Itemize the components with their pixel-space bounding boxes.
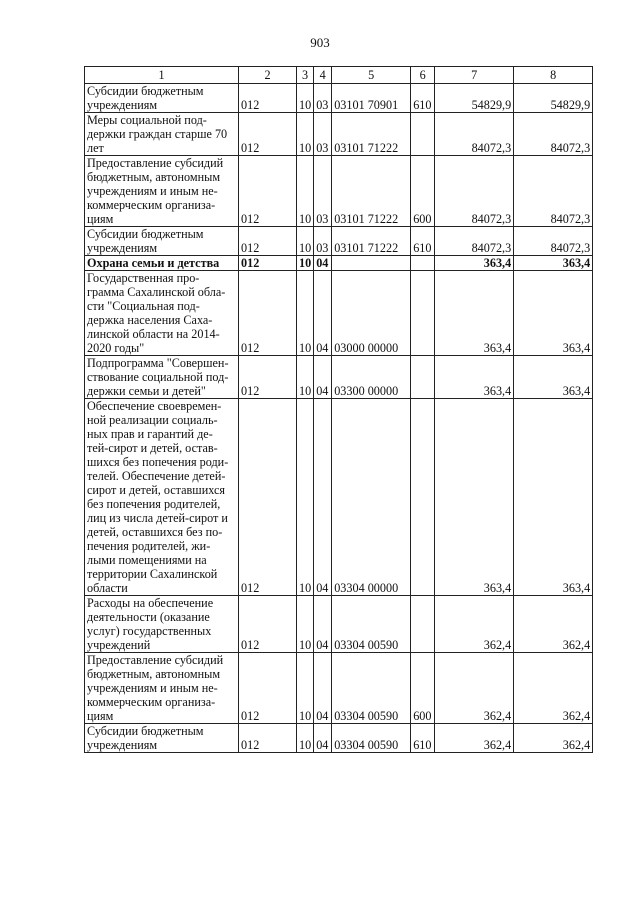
subsection-cell: 04 <box>314 596 332 653</box>
target-article-cell: 03101 70901 <box>332 84 411 113</box>
amount-cell: 84072,3 <box>435 113 514 156</box>
section-cell: 10 <box>297 113 314 156</box>
amount-cell: 54829,9 <box>435 84 514 113</box>
section-cell: 10 <box>297 227 314 256</box>
section-cell: 10 <box>297 84 314 113</box>
amount-cell: 84072,3 <box>514 113 593 156</box>
target-article-cell: 03304 00590 <box>332 653 411 724</box>
row-name-cell: Обеспечение своевремен- ной реализации социаль- ных прав и гарантий де- тей-сирот и детей, остав- шихся без попечения роди- телей. Обеспечение детей- сирот и детей, оставшихся без попечения родителей, лиц из числа детей-сирот и детей, оставшихся без по- печения родителей, жи- лыми помещениями на территории Сахалинской области <box>85 399 239 596</box>
target-article-cell: 03101 71222 <box>332 156 411 227</box>
ministry-code-cell: 012 <box>239 156 297 227</box>
target-article-cell: 03304 00590 <box>332 596 411 653</box>
subsection-cell: 04 <box>314 399 332 596</box>
ministry-code-cell: 012 <box>239 596 297 653</box>
row-name-cell: Предоставление субсидий бюджетным, автономным учреждениям и иным не- коммерческим организа- циям <box>85 156 239 227</box>
table-row <box>85 84 593 113</box>
table-row <box>85 399 593 596</box>
row-name-cell: Расходы на обеспечение деятельности (оказание услуг) государственных учреждений <box>85 596 239 653</box>
row-name-cell: Субсидии бюджетным учреждениям <box>85 724 239 753</box>
amount-cell: 362,4 <box>514 653 593 724</box>
ministry-code-cell: 012 <box>239 113 297 156</box>
row-name-cell: Предоставление субсидий бюджетным, автономным учреждениям и иным не- коммерческим организа- циям <box>85 653 239 724</box>
amount-cell: 84072,3 <box>514 227 593 256</box>
subsection-cell: 04 <box>314 256 332 271</box>
table-row <box>85 271 593 356</box>
table-row <box>85 356 593 399</box>
target-article-cell: 03304 00000 <box>332 399 411 596</box>
amount-cell: 363,4 <box>514 256 593 271</box>
column-header: 8 <box>514 67 593 84</box>
section-cell: 10 <box>297 596 314 653</box>
row-name-cell: Субсидии бюджетным учреждениям <box>85 227 239 256</box>
subsection-cell: 03 <box>314 156 332 227</box>
target-article-cell: 03304 00590 <box>332 724 411 753</box>
table-row <box>85 596 593 653</box>
column-header: 5 <box>332 67 411 84</box>
expense-type-cell <box>411 271 435 356</box>
subsection-cell: 03 <box>314 227 332 256</box>
ministry-code-cell: 012 <box>239 84 297 113</box>
table-row <box>85 227 593 256</box>
expense-type-cell: 610 <box>411 84 435 113</box>
amount-cell: 84072,3 <box>514 156 593 227</box>
section-cell: 10 <box>297 256 314 271</box>
row-name-cell: Охрана семьи и детства <box>85 256 239 271</box>
subsection-cell: 04 <box>314 653 332 724</box>
expense-type-cell <box>411 596 435 653</box>
expense-type-cell <box>411 113 435 156</box>
column-header: 4 <box>314 67 332 84</box>
row-name-cell: Субсидии бюджетным учреждениям <box>85 84 239 113</box>
expense-type-cell: 610 <box>411 227 435 256</box>
subsection-cell: 04 <box>314 356 332 399</box>
column-header: 6 <box>411 67 435 84</box>
target-article-cell: 03101 71222 <box>332 227 411 256</box>
section-cell: 10 <box>297 653 314 724</box>
ministry-code-cell: 012 <box>239 256 297 271</box>
expense-type-cell <box>411 399 435 596</box>
table-row <box>85 113 593 156</box>
section-cell: 10 <box>297 356 314 399</box>
amount-cell: 363,4 <box>514 271 593 356</box>
amount-cell: 363,4 <box>435 271 514 356</box>
table-header-row <box>85 67 593 84</box>
amount-cell: 362,4 <box>435 724 514 753</box>
amount-cell: 84072,3 <box>435 227 514 256</box>
column-header: 7 <box>435 67 514 84</box>
amount-cell: 362,4 <box>435 596 514 653</box>
table-row <box>85 653 593 724</box>
budget-table <box>84 66 593 753</box>
table-row <box>85 724 593 753</box>
amount-cell: 363,4 <box>514 356 593 399</box>
subsection-cell: 04 <box>314 724 332 753</box>
section-cell: 10 <box>297 271 314 356</box>
amount-cell: 363,4 <box>435 356 514 399</box>
expense-type-cell: 600 <box>411 156 435 227</box>
column-header: 1 <box>85 67 239 84</box>
row-name-cell: Государственная про- грамма Сахалинской обла- сти "Социальная под- держка населения Саха- линской области на 2014- 2020 годы" <box>85 271 239 356</box>
table-row <box>85 156 593 227</box>
section-cell: 10 <box>297 724 314 753</box>
subsection-cell: 03 <box>314 84 332 113</box>
target-article-cell <box>332 256 411 271</box>
ministry-code-cell: 012 <box>239 399 297 596</box>
table-row <box>85 256 593 271</box>
ministry-code-cell: 012 <box>239 653 297 724</box>
section-cell: 10 <box>297 399 314 596</box>
ministry-code-cell: 012 <box>239 724 297 753</box>
target-article-cell: 03000 00000 <box>332 271 411 356</box>
subsection-cell: 03 <box>314 113 332 156</box>
amount-cell: 362,4 <box>514 596 593 653</box>
ministry-code-cell: 012 <box>239 356 297 399</box>
subsection-cell: 04 <box>314 271 332 356</box>
amount-cell: 362,4 <box>514 724 593 753</box>
ministry-code-cell: 012 <box>239 227 297 256</box>
expense-type-cell: 610 <box>411 724 435 753</box>
amount-cell: 363,4 <box>514 399 593 596</box>
page-number: 903 <box>310 35 330 50</box>
amount-cell: 363,4 <box>435 399 514 596</box>
expense-type-cell: 600 <box>411 653 435 724</box>
amount-cell: 54829,9 <box>514 84 593 113</box>
row-name-cell: Меры социальной под- держки граждан старше 70 лет <box>85 113 239 156</box>
target-article-cell: 03101 71222 <box>332 113 411 156</box>
column-header: 2 <box>239 67 297 84</box>
ministry-code-cell: 012 <box>239 271 297 356</box>
amount-cell: 363,4 <box>435 256 514 271</box>
amount-cell: 362,4 <box>435 653 514 724</box>
target-article-cell: 03300 00000 <box>332 356 411 399</box>
section-cell: 10 <box>297 156 314 227</box>
expense-type-cell <box>411 356 435 399</box>
row-name-cell: Подпрограмма "Совершен- ствование социальной под- держки семьи и детей" <box>85 356 239 399</box>
amount-cell: 84072,3 <box>435 156 514 227</box>
expense-type-cell <box>411 256 435 271</box>
column-header: 3 <box>297 67 314 84</box>
